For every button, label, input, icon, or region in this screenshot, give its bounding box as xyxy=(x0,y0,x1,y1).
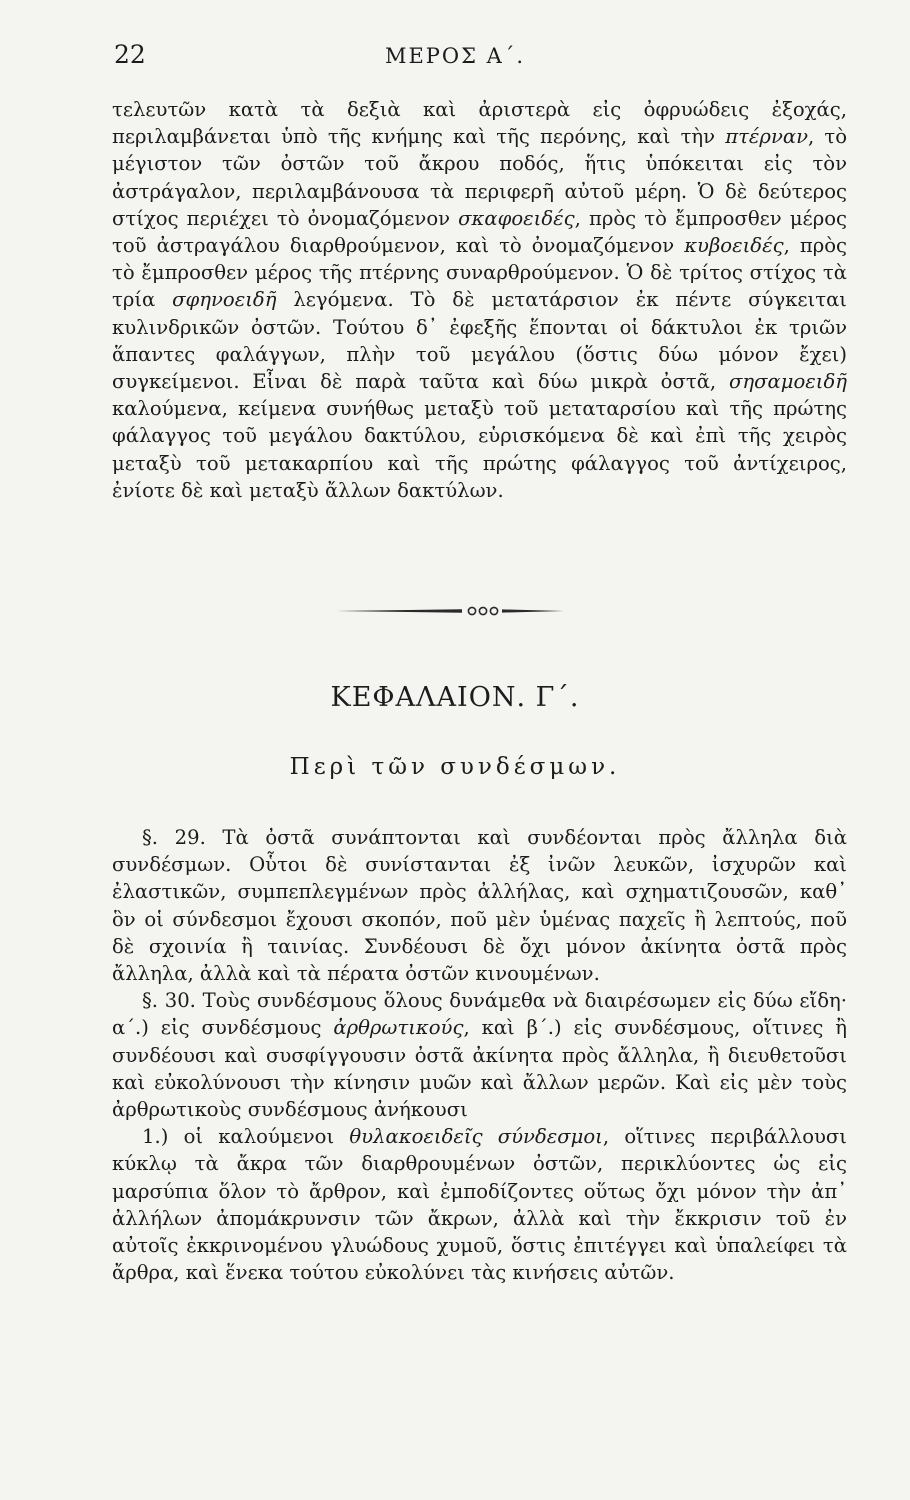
term-thylakoeideis: θυλακοειδεῖς σύνδεσμοι xyxy=(349,1125,603,1149)
text-run: , πρὸς τὸ ἔμπροσθεν μέρος τῆς πτέρνης συναρθρούμενον. Ὁ δὲ τρίτος στίχος τὰ τρία xyxy=(112,234,847,312)
text-run: καλούμενα, κείμενα συνήθως μεταξὺ τοῦ μεταταρσίου καὶ τῆς πρώτης φάλαγγος τοῦ μεγάλου δακτύλου, εὑρισκόμενα δὲ καὶ ἐπὶ τῆς χειρὸς μεταξὺ τοῦ μετακαρπίου καὶ τῆς πρώτης φάλαγγος τοῦ ἀντίχειρος, ἐνίοτε δὲ καὶ μεταξὺ ἄλλων δακτύλων. xyxy=(112,397,847,502)
body-block xyxy=(112,824,847,1286)
section-29-paragraph: §. 29. Τὰ ὀστᾶ συνάπτονται καὶ συνδέονται πρὸς ἄλληλα διὰ συνδέσμων. Οὗτοι δὲ συνίστανται ἐξ ἰνῶν λευκῶν, ἰσχυρῶν καὶ ἐλαστικῶν, συμπεπλεγμένων πρὸς ἀλλήλας, καὶ σχηματιζουσῶν, καθ᾽ ὃν οἱ σύνδεσμοι ἔχουσι σκοπόν, ποῦ μὲν ὑμένας παχεῖς ἢ λεπτούς, ποῦ δὲ σχοινία ἢ ταινίας. Συνδέουσι δὲ ὄχι μόνον ἀκίνητα ὀστᾶ πρὸς ἄλληλα, ἀλλὰ καὶ τὰ πέρατα ὀστῶν κινουμένων. xyxy=(112,826,847,986)
text-run: §. 30. Τοὺς συνδέσμους ὅλους δυνάμεθα νὰ διαιρέσωμεν εἰς δύω εἴδη· α΄.) εἰς συνδέσμους xyxy=(112,989,847,1040)
term-pterna: πτέρναν xyxy=(725,125,808,149)
text-run: , τὸ μέγιστον τῶν ὀστῶν τοῦ ἄκρου ποδός, ἥτις ὑπόκειται εἰς τὸν ἀστράγαλον, περιλαμβάνουσα τὰ περιφερῆ αὐτοῦ μέρη. Ὁ δὲ δεύτερος στίχος περιέχει τὸ ὀνομαζόμενον xyxy=(112,125,847,230)
section-30-paragraph xyxy=(112,987,847,1123)
text-run: τελευτῶν κατὰ τὰ δεξιὰ καὶ ἀριστερὰ εἰς ὀφρυώδεις ἐξοχάς, περιλαμβάνεται ὑπὸ τῆς κνήμης καὶ τῆς περόνης, καὶ τὴν xyxy=(112,98,847,149)
text-run: , οἵτινες περιβάλλουσι κύκλῳ τὰ ἄκρα τῶν διαρθρουμένων ὀστῶν, περικλύοντες ὡς εἰς μαρσύπια ὅλον τὸ ἄρθρον, καὶ ἐμποδίζοντες οὕτως ὄχι μόνον τὴν ἀπ᾽ ἀλλήλων ἀπομάκρυνσιν τῶν ἄκρων, ἀλλὰ καὶ τὴν ἔκκρισιν τοῦ ἐν αὐτοῖς ἐκκρινομένου γλυώδους χυμοῦ, ὅστις ἐπιτέγγει καὶ ὑπαλείφει τὰ ἄρθρα, καὶ ἕνεκα τούτου εὐκολύνει τὰς κινήσεις αὐτῶν. xyxy=(112,1125,847,1285)
chapter-title: ΚΕΦΑΛΑΙΟΝ. Γ΄. xyxy=(330,682,580,713)
ornament-divider-icon xyxy=(330,600,570,622)
text-run: 1.) οἱ καλούμενοι xyxy=(142,1125,350,1149)
running-title: ΜΕΡΟΣ Α΄. xyxy=(384,44,526,68)
list-item-1-paragraph xyxy=(112,1123,847,1286)
continued-paragraph xyxy=(112,96,847,504)
term-skafoeides: σκαφοειδές xyxy=(458,206,575,230)
page-header xyxy=(0,34,910,74)
text-run: λεγόμενα. Τὸ δὲ μετατάρσιον ἐκ πέντε σύγκειται κυλινδρικῶν ὀστῶν. Τούτου δ᾽ ἐφεξῆς ἕπονται οἱ δάκτυλοι ἐκ τριῶν ἅπαντες φαλάγγων, πλὴν τοῦ μεγάλου (ὅστις δύω μόνον ἔχει) συγκείμενοι. Εἶναι δὲ παρὰ ταῦτα καὶ δύω μικρὰ ὀστᾶ, xyxy=(112,288,847,394)
text-run: , πρὸς τὸ ἔμπροσθεν μέρος τοῦ ἀστραγάλου διαρθρούμενον, καὶ τὸ ὀνομαζόμενον xyxy=(112,206,847,258)
continued-paragraph-block xyxy=(112,96,847,504)
term-arthrotikous: ἀρθρωτικούς xyxy=(333,1016,464,1040)
text-run: , καὶ β΄.) εἰς συνδέσμους, οἵτινες ἢ συνδέουσι καὶ συσφίγγουσιν ὀστᾶ ἀκίνητα πρὸς ἄλληλα, ἢ διευθετοῦσι καὶ εὐκολύνουσι τὴν κίνησιν μυῶν καὶ ἄλλων μερῶν. Καὶ εἰς μὲν τοὺς ἀρθρωτικοὺς συνδέσμους ἀνήκουσι xyxy=(112,1016,847,1122)
page-number: 22 xyxy=(114,40,146,69)
term-kyvoeides: κυβοειδές xyxy=(684,234,784,258)
term-sisamoeidi: σησαμοειδῆ xyxy=(729,370,847,394)
term-sfinoeidi: σφηνοειδῆ xyxy=(172,288,277,312)
chapter-subtitle: Περὶ τῶν συνδέσμων. xyxy=(289,754,621,780)
